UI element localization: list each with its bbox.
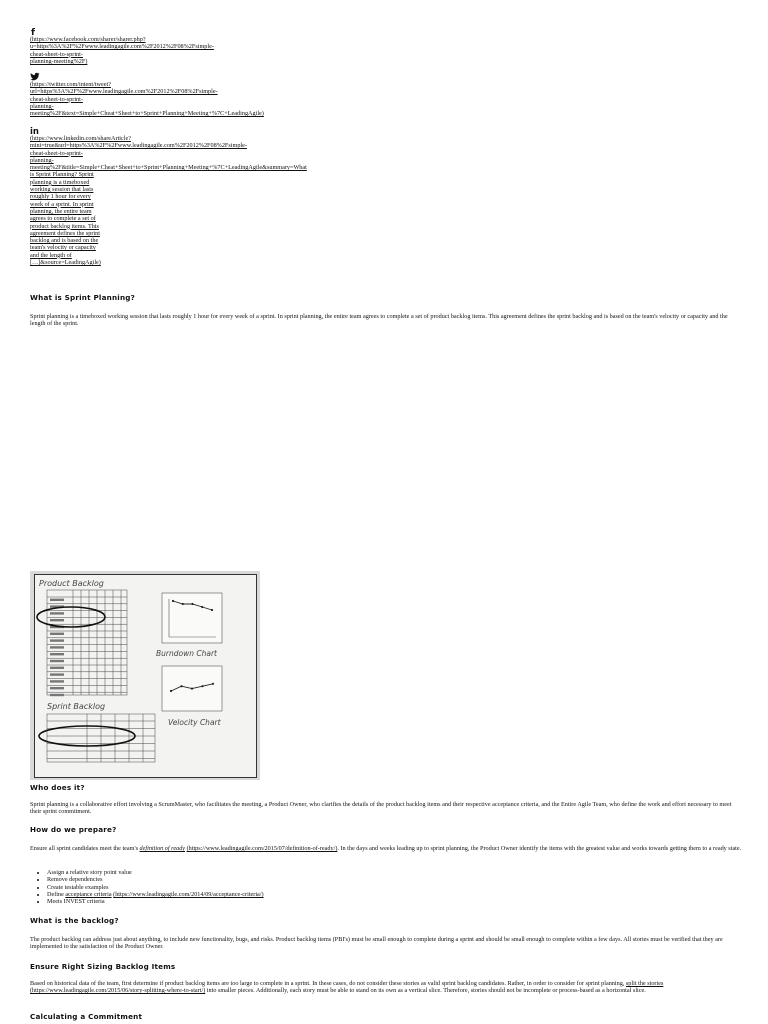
linkedin-share-link[interactable]: (https://www.linkedin.com/shareArticle? mini=true&url=https%3A%2F%2Fwww.leadingagile.com%2F2012%2F08%2Fsimple- cheat-sheet-to-sprint- planning- meeting%2F&title=Simple+Cheat+Sheet+to+Sprint+Planning+Meeting+%7C+LeadingAgile&summary=What is Sprint Planning? Sprint planning is a timeboxed working session that lasts roughly 1 hour for every week of a sprint. In sprint planning, the entire team agrees to complete a set of product backlog items. This agreement defines the sprint backlog and is based on the team's velocity or capacity and the length of […]&source=LeadingAgile) bbox=[30, 135, 307, 267]
prepare-paragraph bbox=[30, 845, 742, 852]
burndown-point bbox=[201, 606, 203, 608]
backlog-row-mark bbox=[50, 673, 64, 675]
sizing-text-end: into smaller pieces. Additionally, each story must be able to stand on its own as a vertical slice. Therefore, stories should not be incomplete or process-based as a horizontal slice. bbox=[205, 987, 646, 995]
prepare-text-start: Ensure all sprint candidates meet the team's bbox=[30, 845, 140, 852]
burndown-point bbox=[182, 603, 184, 605]
bullet-text: Define bbox=[47, 890, 66, 898]
prepare-text-end: . In the days and weeks leading up to sprint planning, the Product Owner identify the items with the greatest value and works towards getting them to a ready state. bbox=[337, 845, 742, 852]
split-stories-link[interactable]: split the stories bbox=[625, 980, 664, 987]
backlog-row-mark bbox=[50, 612, 64, 614]
figure-board bbox=[34, 574, 257, 778]
velocity-point bbox=[191, 688, 193, 690]
list-item: • Create testable examples bbox=[47, 884, 742, 891]
backlog-row-mark bbox=[50, 619, 64, 621]
velocity-chart-label: Velocity Chart bbox=[168, 718, 221, 727]
backlog-row-mark bbox=[50, 660, 64, 662]
product-backlog-label: Product Backlog bbox=[39, 579, 104, 588]
burndown-point bbox=[191, 603, 193, 605]
definition-of-ready-text[interactable]: definition of ready bbox=[139, 845, 186, 852]
burndown-point bbox=[172, 600, 174, 602]
who-paragraph: Sprint planning is a collaborative effort involving a ScrumMaster, who facilitates the meeting, a Product Owner, who clarifies the details of the product backlog items and their respective acceptance criteria, and the Entire Agile Team, who define the work and effort necessary to meet their sprint commitment. bbox=[30, 801, 732, 816]
list-item bbox=[47, 891, 742, 898]
svg-text:f: f bbox=[31, 28, 35, 36]
product-backlog-table bbox=[47, 590, 127, 696]
acceptance-criteria-link[interactable]: acceptance criteria bbox=[65, 890, 112, 898]
burndown-chart bbox=[162, 593, 222, 643]
velocity-point bbox=[180, 685, 182, 687]
backlog-row-mark bbox=[50, 694, 64, 696]
backlog-row-mark bbox=[50, 599, 64, 601]
backlog-row-mark bbox=[50, 687, 64, 689]
backlog-row-mark bbox=[50, 639, 64, 641]
svg-text:in: in bbox=[30, 127, 39, 135]
heading-what-is-the-backlog: What is the backlog? bbox=[30, 916, 119, 925]
definition-of-ready-link[interactable] bbox=[140, 845, 185, 852]
twitter-share[interactable] bbox=[30, 72, 264, 117]
velocity-chart bbox=[162, 666, 222, 711]
list-item: • Remove dependencies bbox=[47, 876, 742, 883]
linkedin-share[interactable] bbox=[30, 126, 307, 266]
what-is-paragraph: Sprint planning is a timeboxed working session that lasts roughly 1 hour for every week of a sprint. In sprint planning, the entire team agrees to complete a set of product backlog items. This agreement defines the sprint backlog and is based on the team's velocity or capacity and the length of the sprint. bbox=[30, 313, 728, 328]
backlog-row-mark bbox=[50, 680, 64, 682]
list-item: • Meets INVEST criteria bbox=[47, 898, 742, 905]
definition-of-ready-url[interactable]: (https://www.leadingagile.com/2015/07/definition-of-ready/) bbox=[186, 845, 338, 852]
backlog-paragraph: The product backlog can address just about anything, to include new functionality, bugs, and risks. Product backlog items (PBI's) must be small enough to complete during a sprint and should be small enough to complete within a few days. All stories must be verified that they are implemented to the satisfaction of the Product Owner. bbox=[30, 936, 723, 951]
velocity-point bbox=[212, 683, 214, 685]
facebook-share[interactable] bbox=[30, 27, 214, 65]
sprint-backlog-table bbox=[47, 714, 155, 762]
facebook-icon[interactable] bbox=[30, 27, 214, 36]
burndown-point bbox=[211, 609, 213, 611]
sprint-planning-figure bbox=[30, 571, 260, 780]
heading-how-do-we-prepare: How do we prepare? bbox=[30, 825, 117, 834]
backlog-row-mark bbox=[50, 646, 64, 648]
velocity-point bbox=[201, 685, 203, 687]
burndown-chart-label: Burndown Chart bbox=[156, 649, 217, 658]
backlog-row-mark bbox=[50, 653, 64, 655]
twitter-share-link[interactable]: (https://twitter.com/intent/tweet? url=https%3A%2F%2Fwww.leadingagile.com%2F2012%2F08%2Fsimple- cheat-sheet-to-sprint- planning- meeting%2F&text=Simple+Cheat+Sheet+to+Sprint+Planning+Meeting+%7C+LeadingAgile) bbox=[30, 81, 264, 118]
backlog-row-mark bbox=[50, 633, 64, 635]
linkedin-icon[interactable] bbox=[30, 126, 307, 135]
list-item: • Assign a relative story point value bbox=[47, 869, 742, 876]
sizing-text-start: Based on historical data of the team, first determine if product backlog items are too large to complete in a sprint. In these cases, do not consider these stories as valid sprint backlog candidates. Rather, in order to consider for sprint planning, bbox=[30, 980, 626, 987]
heading-who-does-it: Who does it? bbox=[30, 783, 85, 792]
heading-calculating-commitment: Calculating a Commitment bbox=[30, 1012, 143, 1021]
heading-what-is-sprint-planning: What is Sprint Planning? bbox=[30, 293, 135, 302]
acceptance-criteria-url[interactable]: (https://www.leadingagile.com/2014/09/acceptance-criteria/) bbox=[113, 890, 264, 898]
heading-right-sizing: Ensure Right Sizing Backlog Items bbox=[30, 962, 176, 971]
sprint-backlog-label: Sprint Backlog bbox=[47, 702, 106, 711]
sizing-paragraph bbox=[30, 980, 742, 995]
facebook-share-link[interactable]: (https://www.facebook.com/sharer/sharer.php? u=https%3A%2F%2Fwww.leadingagile.com%2F2012%2F08%2Fsimple- cheat-sheet-to-sprint- planning-meeting%2F) bbox=[30, 36, 214, 65]
backlog-row-mark bbox=[50, 667, 64, 669]
prepare-bullet-list bbox=[30, 869, 742, 905]
velocity-point bbox=[170, 690, 172, 692]
twitter-icon[interactable] bbox=[30, 72, 264, 81]
split-stories-url[interactable]: (https://www.leadingagile.com/2015/06/story-splitting-where-to-start/) bbox=[30, 987, 206, 995]
